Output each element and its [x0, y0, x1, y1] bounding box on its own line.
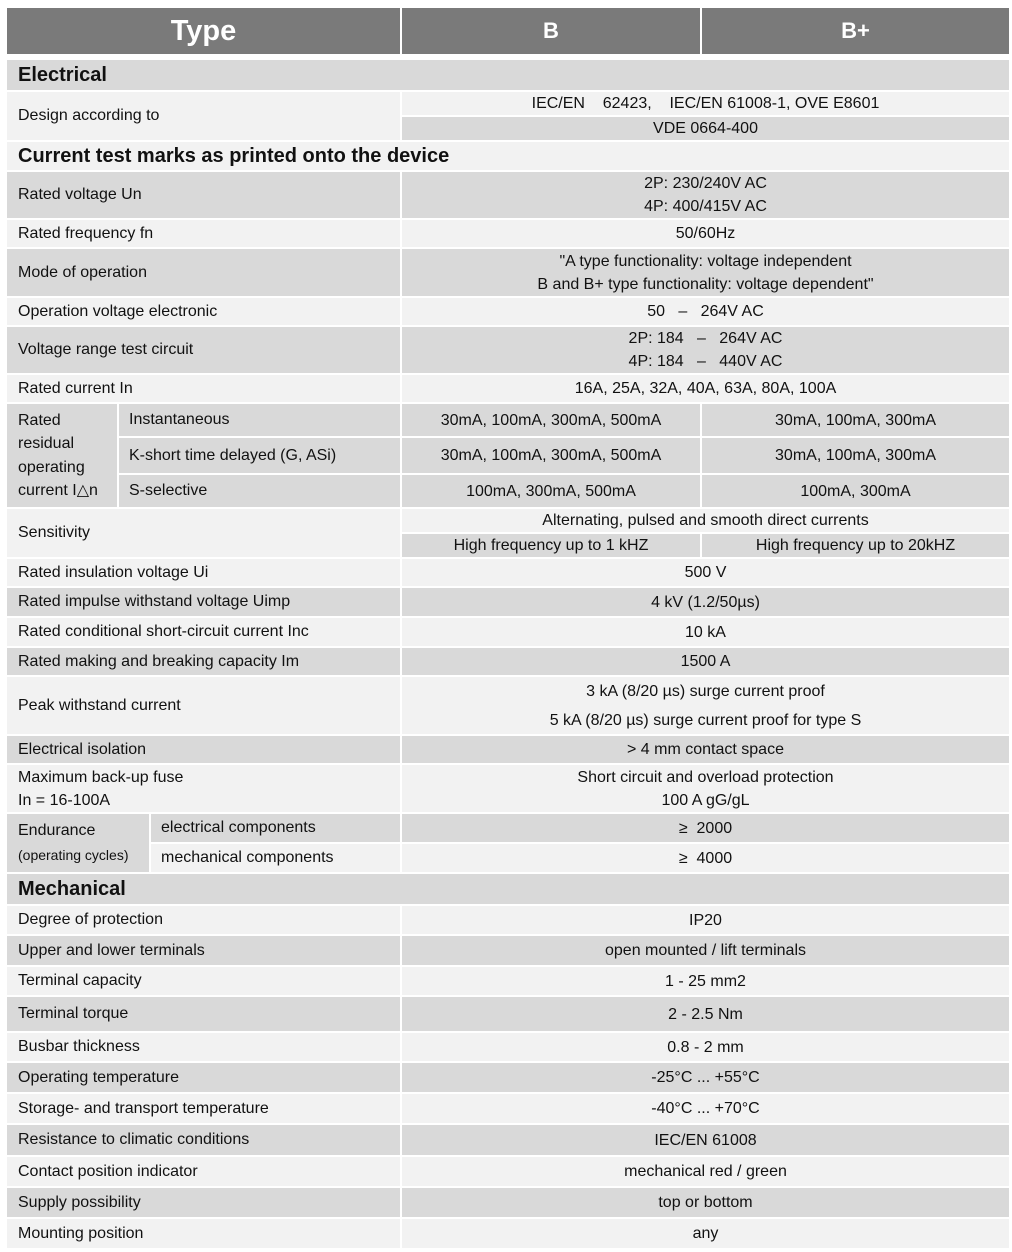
endurance-label-line-2: (operating cycles)	[18, 847, 129, 863]
fuse-label-line-1: Maximum back-up fuse	[18, 768, 184, 786]
section-electrical: Electrical	[7, 60, 1009, 90]
instantaneous-label: Instantaneous	[119, 404, 400, 436]
residual-line-3: operating	[18, 458, 85, 476]
endurance-label	[7, 814, 149, 872]
section-mechanical: Mechanical	[7, 874, 1009, 904]
kshort-b: 30mA, 100mA, 300mA, 500mA	[402, 438, 700, 473]
design-value-2: VDE 0664-400	[402, 117, 1009, 140]
header-bplus: B+	[702, 8, 1009, 54]
header-type: Type	[7, 8, 400, 54]
rated-voltage-2p: 2P: 230/240V AC	[644, 175, 767, 192]
impulse-value: 4 kV (1.2/50µs)	[402, 588, 1009, 616]
rated-current-label: Rated current In	[7, 375, 400, 402]
range-label: Voltage range test circuit	[7, 327, 400, 373]
storage-temp-label: Storage- and transport temperature	[7, 1094, 400, 1123]
rated-voltage-label: Rated voltage Un	[7, 172, 400, 218]
kshort-bplus: 30mA, 100mA, 300mA	[702, 438, 1009, 473]
mounting-value: any	[402, 1219, 1009, 1248]
terminals-value: open mounted / lift terminals	[402, 936, 1009, 965]
instantaneous-bplus: 30mA, 100mA, 300mA	[702, 404, 1009, 436]
isolation-value: > 4 mm contact space	[402, 736, 1009, 763]
rated-voltage-4p: 4P: 400/415V AC	[644, 198, 767, 215]
instantaneous-b: 30mA, 100mA, 300mA, 500mA	[402, 404, 700, 436]
climatic-value: IEC/EN 61008	[402, 1125, 1009, 1155]
impulse-label: Rated impulse withstand voltage Uimp	[7, 588, 400, 616]
conditional-label: Rated conditional short-circuit current Inc	[7, 618, 400, 646]
range-2p: 2P: 184 – 264V AC	[628, 330, 783, 347]
torque-label: Terminal torque	[7, 997, 400, 1031]
operating-temp-label: Operating temperature	[7, 1063, 400, 1092]
rated-frequency-value: 50/60Hz	[402, 220, 1009, 247]
storage-temp-value: -40°C ... +70°C	[402, 1094, 1009, 1123]
insulation-value: 500 V	[402, 559, 1009, 586]
endurance-electrical-value: ≥ 2000	[402, 814, 1009, 842]
mounting-label: Mounting position	[7, 1219, 400, 1248]
residual-label	[7, 404, 117, 507]
op-voltage-label: Operation voltage electronic	[7, 298, 400, 325]
mode-value	[402, 249, 1009, 296]
mode-line-1: "A type functionality: voltage independent	[559, 252, 852, 270]
sselective-label: S-selective	[119, 475, 400, 507]
torque-value: 2 - 2.5 Nm	[402, 997, 1009, 1031]
fuse-label-line-2: In = 16-100A	[18, 791, 111, 809]
terminals-label: Upper and lower terminals	[7, 936, 400, 965]
range-value	[402, 327, 1009, 373]
op-voltage-value: 50 – 264V AC	[402, 298, 1009, 325]
rated-frequency-label: Rated frequency fn	[7, 220, 400, 247]
fuse-value-line-1: Short circuit and overload protection	[577, 768, 834, 786]
making-value: 1500 A	[402, 648, 1009, 675]
section-test-marks: Current test marks as printed onto the device	[7, 142, 1009, 170]
kshort-label: K-short time delayed (G, ASi)	[119, 438, 400, 473]
sensitivity-value: Alternating, pulsed and smooth direct currents	[402, 509, 1009, 532]
climatic-label: Resistance to climatic conditions	[7, 1125, 400, 1155]
endurance-mechanical-label: mechanical components	[151, 844, 400, 872]
header-b: B	[402, 8, 700, 54]
peak-label: Peak withstand current	[7, 677, 400, 734]
peak-line-1: 3 kA (8/20 µs) surge current proof	[586, 682, 825, 700]
contact-indicator-value: mechanical red / green	[402, 1157, 1009, 1186]
rated-voltage-value	[402, 172, 1009, 218]
sensitivity-label: Sensitivity	[7, 509, 400, 557]
design-label: Design according to	[7, 92, 400, 140]
conditional-value: 10 kA	[402, 618, 1009, 646]
supply-label: Supply possibility	[7, 1188, 400, 1217]
operating-temp-value: -25°C ... +55°C	[402, 1063, 1009, 1092]
mode-label: Mode of operation	[7, 249, 400, 296]
contact-indicator-label: Contact position indicator	[7, 1157, 400, 1186]
sensitivity-bplus: High frequency up to 20kHZ	[702, 534, 1009, 557]
isolation-label: Electrical isolation	[7, 736, 400, 763]
endurance-mechanical-value: ≥ 4000	[402, 844, 1009, 872]
capacity-value: 1 - 25 mm2	[402, 967, 1009, 995]
capacity-label: Terminal capacity	[7, 967, 400, 995]
rated-current-value: 16A, 25A, 32A, 40A, 63A, 80A, 100A	[402, 375, 1009, 402]
fuse-value	[402, 765, 1009, 812]
protection-label: Degree of protection	[7, 906, 400, 934]
supply-value: top or bottom	[402, 1188, 1009, 1217]
busbar-value: 0.8 - 2 mm	[402, 1033, 1009, 1061]
peak-value	[402, 677, 1009, 734]
fuse-label	[7, 765, 400, 812]
fuse-value-line-2: 100 A gG/gL	[661, 791, 750, 809]
insulation-label: Rated insulation voltage Ui	[7, 559, 400, 586]
range-4p: 4P: 184 – 440V AC	[628, 353, 783, 370]
protection-value: IP20	[402, 906, 1009, 934]
busbar-label: Busbar thickness	[7, 1033, 400, 1061]
sensitivity-b: High frequency up to 1 kHZ	[402, 534, 700, 557]
residual-line-1: Rated	[18, 411, 61, 429]
mode-line-2: B and B+ type functionality: voltage dependent"	[537, 275, 874, 293]
residual-line-4: current I△n	[18, 482, 98, 499]
sselective-b: 100mA, 300mA, 500mA	[402, 475, 700, 507]
sselective-bplus: 100mA, 300mA	[702, 475, 1009, 507]
endurance-electrical-label: electrical components	[151, 814, 400, 842]
making-label: Rated making and breaking capacity Im	[7, 648, 400, 675]
residual-line-2: residual	[18, 435, 75, 452]
endurance-label-line-1: Endurance	[18, 822, 96, 839]
design-value-1: IEC/EN 62423, IEC/EN 61008-1, OVE E8601	[402, 92, 1009, 115]
peak-line-2: 5 kA (8/20 µs) surge current proof for type S	[549, 711, 862, 729]
